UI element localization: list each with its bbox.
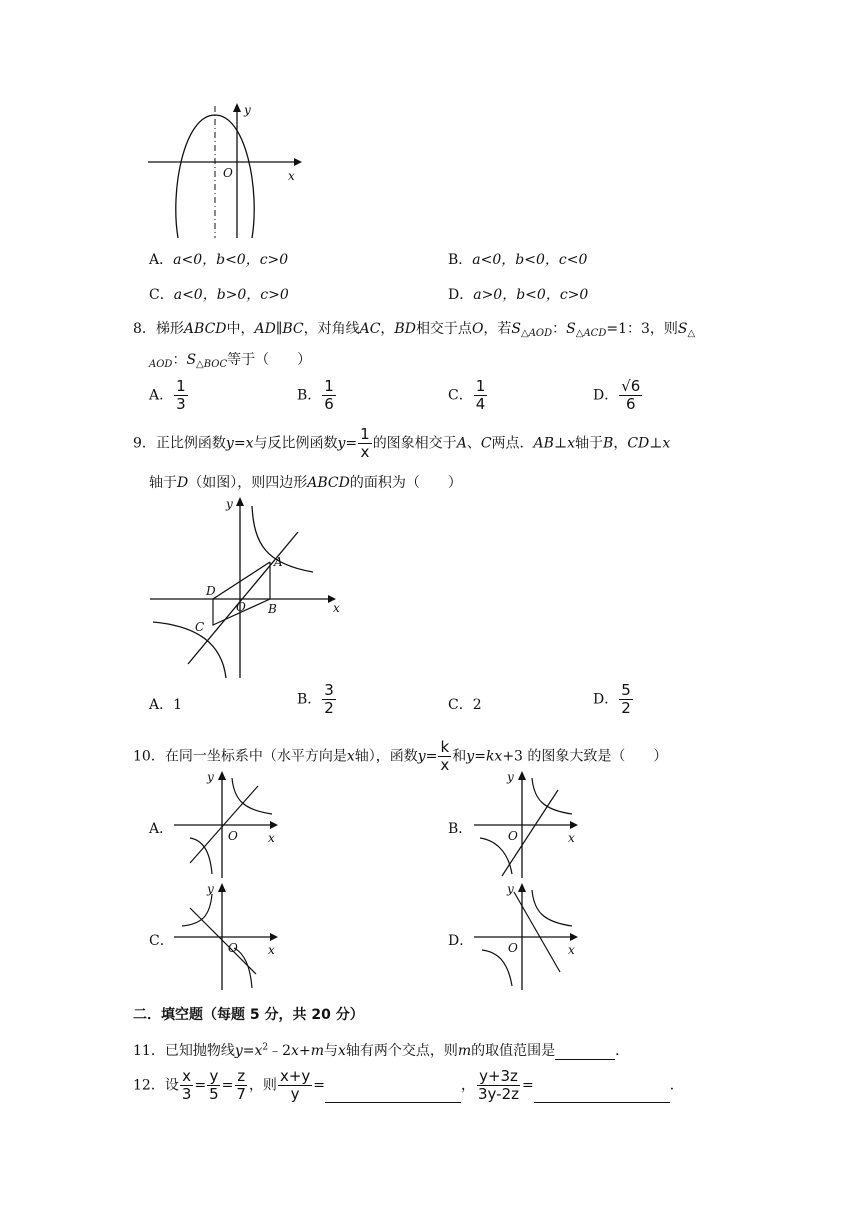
q10-graph-c: [172, 880, 282, 992]
q10-option-a: [149, 818, 173, 838]
numerator: 5: [621, 681, 631, 699]
text: 轴有两个交点，则: [345, 1043, 458, 1059]
text: 等于（ ）: [227, 352, 312, 368]
q7-parabola-graph: [140, 100, 310, 240]
text: x: [662, 435, 671, 452]
question-number: 10．: [133, 748, 165, 765]
option-letter: C．: [149, 287, 174, 303]
text: ，对角线: [303, 321, 360, 337]
option-letter: B．: [297, 387, 322, 404]
text: ：: [172, 352, 187, 368]
text: B: [603, 435, 614, 452]
text: ，则: [248, 1077, 277, 1094]
denominator: 6: [324, 395, 334, 413]
subscript: △BOC: [196, 359, 228, 370]
denominator: 7: [236, 1085, 246, 1103]
text: ，: [380, 321, 395, 337]
fraction: [180, 1068, 194, 1103]
q11-stem: [133, 1040, 629, 1060]
option-value: 1: [173, 697, 183, 713]
option-letter: A．: [149, 252, 174, 268]
text: =: [221, 1077, 234, 1094]
origin-label: O: [228, 829, 238, 843]
text: BD: [394, 321, 416, 337]
question-number: 11．: [133, 1043, 165, 1059]
fraction: [278, 1068, 312, 1103]
text: 轴于: [149, 475, 177, 491]
denominator: x: [440, 756, 450, 774]
numerator: y+3z: [479, 1067, 518, 1085]
text: 相交于点: [415, 321, 472, 337]
numerator: x+y: [279, 1067, 311, 1085]
option-letter: D．: [593, 387, 619, 404]
text: CD: [627, 435, 650, 452]
text: x: [245, 435, 254, 452]
text: m: [310, 1043, 324, 1059]
numerator: 3: [324, 681, 334, 699]
text: 与: [323, 1043, 338, 1059]
option-letter: A．: [149, 387, 174, 404]
text: 两点．: [491, 435, 534, 452]
text: =: [242, 1043, 255, 1059]
q10-graph-a: [172, 768, 282, 880]
q9-point-c: C: [195, 620, 205, 634]
numerator: √6: [621, 377, 641, 395]
option-letter: C．: [149, 933, 174, 949]
subscript: △ACD: [575, 328, 607, 339]
numerator: 1: [360, 425, 370, 443]
fraction: [476, 1068, 521, 1103]
subscript: △: [687, 328, 696, 339]
q9-quadrilateral-graph: [148, 494, 348, 680]
q8-option-c: [448, 378, 488, 413]
text: 轴于: [575, 435, 604, 452]
text: =: [425, 748, 438, 765]
text: 设: [164, 1077, 179, 1094]
text: ABCD: [307, 475, 350, 491]
q8-option-b: [297, 378, 337, 413]
option-letter: D．: [448, 287, 474, 303]
text: 的取值范围是: [471, 1043, 556, 1059]
denominator: y: [290, 1085, 300, 1103]
text: =: [313, 1077, 325, 1094]
q10-option-d: [448, 930, 473, 950]
text: y: [225, 435, 234, 452]
question-number: 12．: [133, 1077, 165, 1094]
answer-blank-1[interactable]: [325, 1088, 461, 1103]
option-value: 2: [472, 697, 482, 713]
text: S: [186, 352, 197, 368]
numerator: 1: [324, 377, 334, 395]
text: 的面积为（ ）: [349, 475, 462, 491]
fraction: [234, 1068, 248, 1103]
text: ：: [552, 321, 567, 337]
text: C: [480, 435, 492, 452]
q8-option-a: [149, 378, 189, 413]
answer-blank-2[interactable]: [534, 1088, 670, 1103]
text: S: [511, 321, 522, 337]
text: 、: [466, 435, 481, 452]
option-letter: C．: [448, 387, 473, 404]
text: 和: [452, 748, 467, 765]
q8-stem-line1: [133, 318, 695, 339]
numerator: z: [237, 1067, 246, 1085]
text: 轴），函数: [354, 748, 418, 765]
text: x: [254, 1043, 263, 1059]
text: =1：3，则: [606, 321, 678, 337]
numerator: 1: [475, 377, 486, 395]
subscript: △AOD: [521, 328, 553, 339]
q8-option-d: [593, 378, 643, 413]
numerator: y: [209, 1067, 219, 1085]
text: y: [417, 748, 426, 765]
q10-option-b: [448, 818, 472, 838]
text: ，: [613, 435, 628, 452]
subscript: AOD: [149, 359, 173, 370]
q7-origin-label: O: [223, 166, 233, 180]
q8-stem-line2: [149, 349, 311, 370]
numerator: k: [440, 738, 450, 756]
text: +: [298, 1043, 311, 1059]
option-letter: A．: [149, 821, 174, 837]
text: ⊥: [649, 435, 663, 452]
fraction: [322, 682, 336, 717]
q12-stem: [133, 1068, 684, 1103]
fraction: [207, 1068, 221, 1103]
x-label: x: [568, 943, 575, 957]
text: ．: [669, 1077, 684, 1094]
q9-option-c: [448, 694, 482, 714]
origin-label: O: [508, 941, 518, 955]
text: O: [471, 321, 484, 337]
text: ，若: [483, 321, 512, 337]
question-number: 9．: [133, 435, 156, 452]
text: A: [456, 435, 467, 452]
text: m: [457, 1043, 472, 1059]
text: AB: [533, 435, 554, 452]
q7-option-b: [448, 249, 587, 269]
numerator: 1: [176, 377, 186, 395]
text: +3 的图象大致是（ ）: [502, 748, 668, 765]
text: S: [677, 321, 688, 337]
denominator: 3: [176, 395, 186, 413]
text: 与反比例函数: [253, 435, 338, 452]
fraction: [619, 682, 633, 717]
y-label: y: [207, 882, 214, 896]
option-letter: B．: [448, 252, 473, 268]
text: y: [234, 1043, 243, 1059]
fraction: [358, 426, 372, 461]
q9-y-label: y: [226, 497, 233, 511]
x-label: x: [268, 943, 275, 957]
text: y: [466, 748, 475, 765]
text: D: [177, 475, 189, 491]
section-title: 二．填空题（每题 5 分，共 20 分）: [133, 1007, 364, 1023]
text: x: [346, 748, 355, 765]
q10-option-c: [149, 930, 174, 950]
text: ABCD: [183, 321, 227, 337]
text: 梯形: [155, 321, 184, 337]
q9-option-d: [593, 682, 634, 717]
fraction: [619, 378, 642, 413]
answer-blank[interactable]: [555, 1045, 615, 1060]
denominator: 3: [181, 1085, 192, 1103]
y-label: y: [507, 882, 514, 896]
fraction: [322, 378, 336, 413]
q9-stem-line1: [133, 426, 670, 461]
fraction: [474, 378, 488, 413]
q7-option-d: [448, 284, 588, 304]
text: kx: [485, 748, 503, 765]
option-text: a<0，b<0，c>0: [173, 252, 289, 268]
numerator: x: [182, 1067, 192, 1085]
x-label: x: [568, 831, 575, 845]
q10-graph-d: [472, 880, 582, 992]
text: AC: [359, 321, 381, 337]
text: 在同一坐标系中（水平方向是: [164, 748, 347, 765]
text: 的图象相交于: [372, 435, 457, 452]
text: ．: [615, 1043, 630, 1059]
denominator: x: [360, 443, 370, 461]
text: AD∥BC: [254, 321, 304, 337]
q10-graph-b: [472, 768, 582, 880]
denominator: 6: [626, 395, 636, 413]
text: y: [337, 435, 346, 452]
text: x: [291, 1043, 299, 1059]
origin-label: O: [508, 829, 518, 843]
text: =: [233, 435, 246, 452]
text: ﹣2: [268, 1043, 292, 1059]
q9-point-b: B: [268, 602, 277, 616]
q9-point-d: D: [206, 584, 216, 598]
option-letter: D．: [448, 933, 474, 949]
q9-option-b: [297, 682, 337, 717]
denominator: 2: [621, 699, 631, 717]
y-label: y: [507, 770, 514, 784]
origin-label: O: [228, 941, 238, 955]
superscript: 2: [262, 1042, 269, 1053]
text: =: [474, 748, 486, 765]
option-letter: D．: [593, 691, 619, 708]
q9-point-a: A: [274, 555, 283, 569]
option-text: a<0，b>0，c>0: [173, 287, 289, 303]
option-letter: C．: [448, 697, 473, 713]
q9-x-label: x: [333, 601, 340, 615]
option-letter: B．: [448, 821, 473, 837]
text: 中，: [226, 321, 255, 337]
text: x: [337, 1043, 346, 1059]
denominator: 4: [475, 395, 486, 413]
fraction: [438, 739, 451, 774]
text: ，: [461, 1077, 475, 1094]
q9-option-a: [149, 694, 182, 714]
denominator: 5: [209, 1085, 219, 1103]
q7-y-label: y: [244, 103, 251, 117]
denominator: 3y-2z: [478, 1085, 519, 1103]
fraction: [174, 378, 188, 413]
q7-x-label: x: [288, 169, 295, 183]
text: =: [345, 435, 358, 452]
text: =: [522, 1077, 534, 1094]
option-text: a<0，b<0，c<0: [472, 252, 588, 268]
text: =: [194, 1077, 207, 1094]
option-letter: A．: [149, 697, 174, 713]
text: x: [567, 435, 576, 452]
q9-origin-label: O: [236, 600, 246, 614]
denominator: 2: [324, 699, 334, 717]
text: ⊥: [553, 435, 568, 452]
option-text: a>0，b<0，c>0: [473, 287, 589, 303]
text: 已知抛物线: [164, 1043, 235, 1059]
text: S: [566, 321, 576, 337]
text: 正比例函数: [155, 435, 226, 452]
text: （如图），则四边形: [188, 475, 308, 491]
option-letter: B．: [297, 691, 322, 708]
q7-option-c: [149, 284, 289, 304]
question-number: 8．: [133, 321, 156, 337]
x-label: x: [268, 831, 275, 845]
q7-option-a: [149, 249, 288, 269]
y-label: y: [207, 770, 214, 784]
q9-stem-line2: [149, 472, 462, 492]
